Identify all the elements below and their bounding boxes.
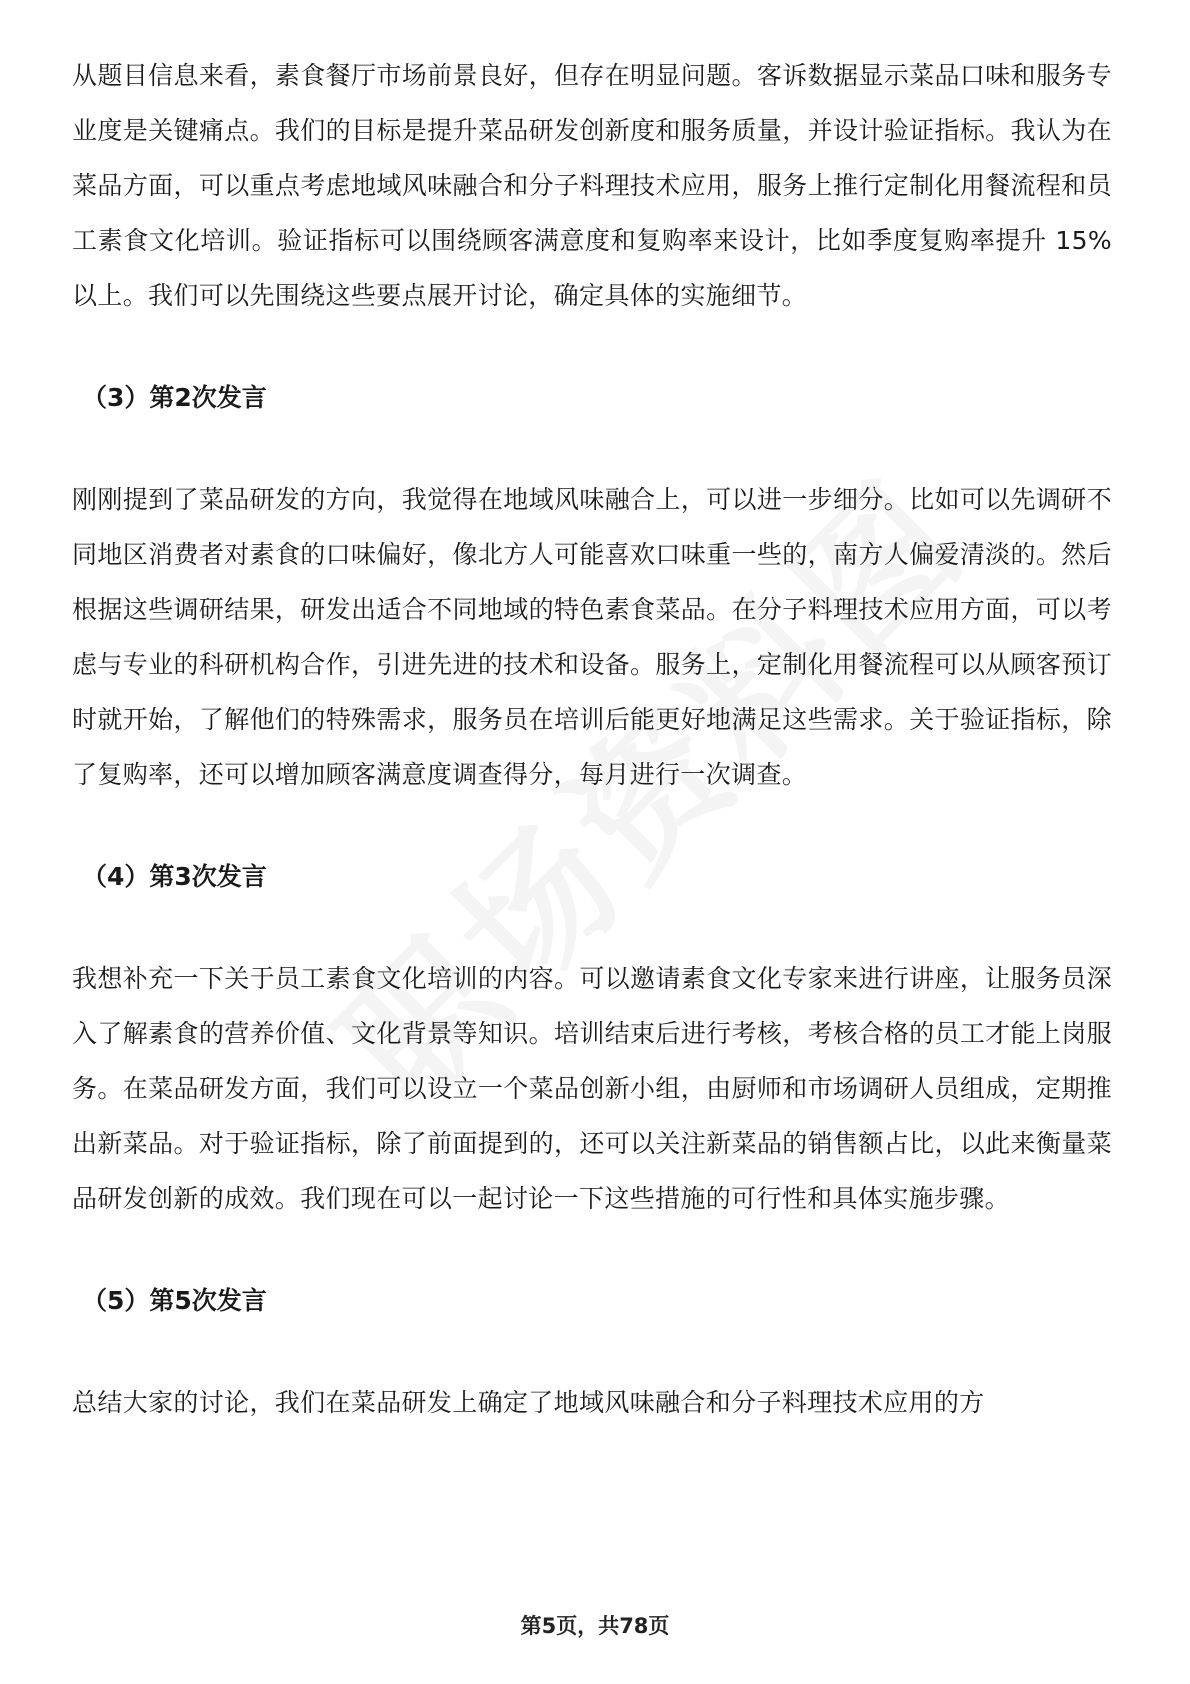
paragraph-speech-3: 我想补充一下关于员工素食文化培训的内容。可以邀请素食文化专家来进行讲座，让服务员深入了解素食的营养价值、文化背景等知识。培训结束后进行考核，考核合格的员工才能上岗服务。在菜品研发方面，我们可以设立一个菜品创新小组，由厨师和市场调研人员组成，定期推出新菜品。对于验证指标，除了前面提到的，还可以关注新菜品的销售额占比，以此来衡量菜品研发创新的成效。我们现在可以一起讨论一下这些措施的可行性和具体实施步骤。 [72,964,1112,1213]
page-number-footer: 第5页，共78页 [520,1614,670,1638]
section-heading-4: （4）第3次发言 [82,862,267,891]
paragraph-speech-5: 总结大家的讨论，我们在菜品研发上确定了地域风味融合和分子料理技术应用的方 [72,1388,985,1417]
paragraph-intro: 从题目信息来看，素食餐厅市场前景良好，但存在明显问题。客诉数据显示菜品口味和服务专业度是关键痛点。我们的目标是提升菜品研发创新度和服务质量，并设计验证指标。我认为在菜品方面，可以重点考虑地域风味融合和分子料理技术应用，服务上推行定制化用餐流程和员工素食文化培训。验证指标可以围绕顾客满意度和复购率来设计，比如季度复购率提升 15% 以上。我们可以先围绕这些要点展开讨论，确定具体的实施细节。 [72,61,1112,310]
section-heading-3: （3）第2次发言 [82,383,267,412]
paragraph-speech-2: 刚刚提到了菜品研发的方向，我觉得在地域风味融合上，可以进一步细分。比如可以先调研不同地区消费者对素食的口味偏好，像北方人可能喜欢口味重一些的，南方人偏爱清淡的。然后根据这些调研结果，研发出适合不同地域的特色素食菜品。在分子料理技术应用方面，可以考虑与专业的科研机构合作，引进先进的技术和设备。服务上，定制化用餐流程可以从顾客预订时就开始，了解他们的特殊需求，服务员在培训后能更好地满足这些需求。关于验证指标，除了复购率，还可以增加顾客满意度调查得分，每月进行一次调查。 [72,485,1112,789]
document-body [72,48,1112,1430]
section-heading-5: （5）第5次发言 [82,1286,267,1315]
